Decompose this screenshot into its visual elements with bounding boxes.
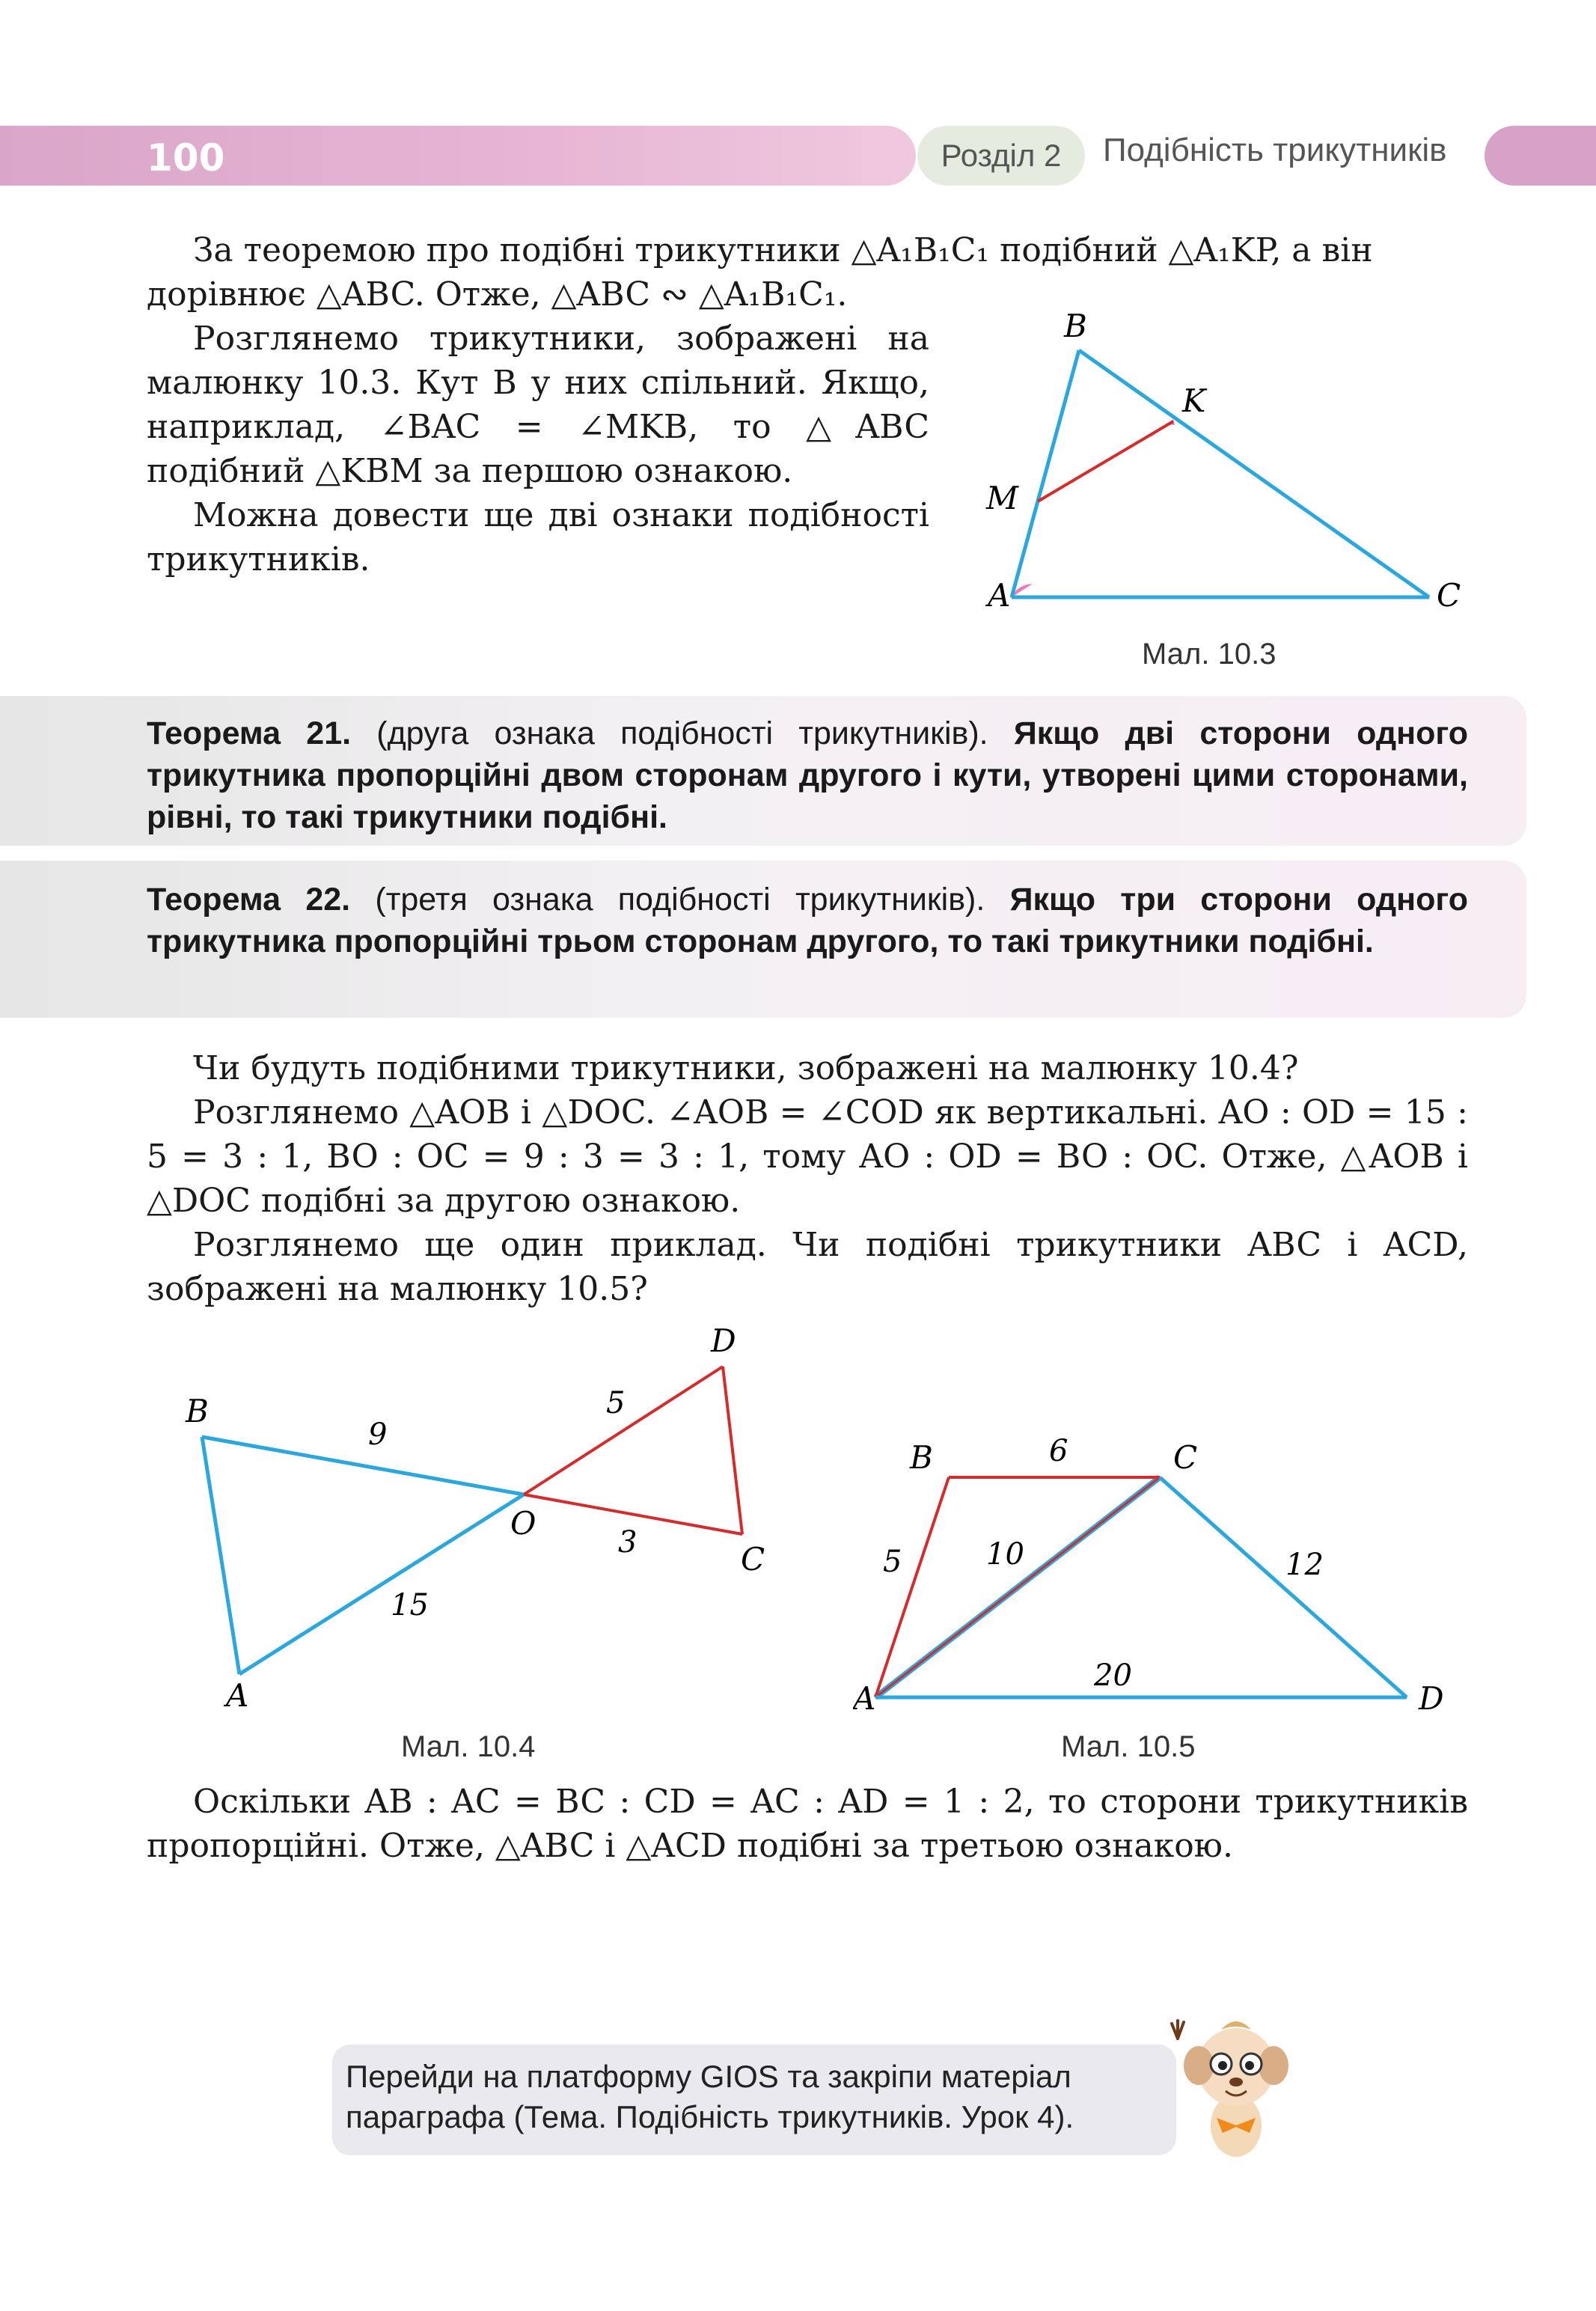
label-c: C xyxy=(1173,1439,1198,1476)
intro-line1: За теоремою про подібні трикутники △A₁B₁C₁ подібний △A₁KP, а він xyxy=(193,231,1373,269)
theorem-21-note: (друга ознака подібності трикутників). xyxy=(376,715,988,751)
label-m: M xyxy=(986,480,1019,516)
segment-ao xyxy=(239,1495,524,1674)
theorem-22 xyxy=(147,879,1468,962)
page-number: 100 xyxy=(147,136,225,180)
side-bc xyxy=(1079,350,1429,597)
length-ac: 10 xyxy=(986,1537,1024,1572)
theorem-21 xyxy=(147,712,1468,838)
label-c: C xyxy=(741,1541,765,1578)
label-c: C xyxy=(1437,577,1461,614)
theorem-21-body: Якщо дві сторони одного трикутника пропорційні двом сторонам другого і кути, утворені цими сторонами, рівні, то такі трикутники подібні. xyxy=(147,715,1468,835)
label-k: K xyxy=(1182,382,1206,419)
length-ao: 15 xyxy=(391,1588,429,1622)
side-ab xyxy=(875,1477,949,1697)
figure-10-3 xyxy=(958,299,1482,614)
length-ad: 20 xyxy=(1094,1658,1132,1693)
label-o: O xyxy=(510,1505,536,1542)
figure-10-4 xyxy=(165,1317,838,1736)
label-a: A xyxy=(988,577,1011,614)
theorem-22-title: Теорема 22. xyxy=(147,882,351,918)
intro-paragraph-3: Можна довести ще дві ознаки подібності трикутників. xyxy=(147,496,929,578)
example-paragraph-1: Розглянемо △AOB і △DOC. ∠AOB = ∠COD як вертикальні. AO : OD = 15 : 5 = 3 : 1, BO : OC = 9 : 3 = 3 : 1, тому AO : OD = BO : OC. Отже, △AOB і △DOC подібні за другою ознакою. xyxy=(147,1093,1468,1220)
label-d: D xyxy=(1419,1680,1444,1717)
theorem-22-body: Якщо три сторони одного трикутника пропорційні трьом сторонам другого, то такі трикутники подібні. xyxy=(147,882,1468,959)
segment-ab xyxy=(202,1437,239,1674)
header-right-tab xyxy=(1485,126,1596,186)
example-question: Чи будуть подібними трикутники, зображені на малюнку 10.4? xyxy=(193,1049,1299,1087)
segment-bo xyxy=(202,1437,524,1495)
conclusion-paragraph: Оскільки AB : AC = BC : CD = AC : AD = 1 : 2, то сторони трикутників пропорційні. Отже, △ABC і △ACD подібні за третьою ознакою. xyxy=(147,1783,1468,1865)
section-label: Розділ 2 xyxy=(917,126,1085,186)
header-band xyxy=(0,126,916,186)
theorem-22-note: (третя ознака подібності трикутників). xyxy=(375,882,985,918)
label-b: B xyxy=(910,1439,933,1476)
gios-line-2: параграфа (Тема. Подібність трикутників. Урок 4). xyxy=(346,2099,1074,2134)
label-b: B xyxy=(1064,308,1087,344)
figure-10-3-caption: Мал. 10.3 xyxy=(1142,638,1277,671)
label-b: B xyxy=(186,1393,209,1429)
length-bc: 6 xyxy=(1049,1434,1068,1468)
example-paragraph-2: Розглянемо ще один приклад. Чи подібні трикутники ABC і ACD, зображені на малюнку 10.5? xyxy=(147,1226,1468,1308)
intro-paragraph-2: Розглянемо трикутники, зображені на малюнку 10.3. Кут B у них спільний. Якщо, наприклад, ∠BAC = ∠MKB, то △ABC подібний △KBM за першою ознакою. xyxy=(147,320,929,490)
length-oc: 3 xyxy=(618,1525,638,1560)
length-bo: 9 xyxy=(368,1417,388,1452)
gios-line-1: Перейди на платформу GIOS та закріпи матеріал xyxy=(346,2059,1071,2094)
label-a: A xyxy=(853,1680,876,1717)
label-d: D xyxy=(711,1322,736,1359)
figure-10-4-caption: Мал. 10.4 xyxy=(401,1730,536,1763)
figure-10-5-caption: Мал. 10.5 xyxy=(1061,1730,1196,1763)
theorem-21-title: Теорема 21. xyxy=(147,715,352,751)
intro-line2: дорівнює △ABC. Отже, △ABC ∾ △A₁B₁C₁. xyxy=(147,275,848,314)
length-cd: 12 xyxy=(1285,1548,1324,1582)
label-a: A xyxy=(226,1677,249,1714)
length-ab: 5 xyxy=(883,1545,902,1579)
side-ab xyxy=(1012,350,1079,597)
section-title: Подібність трикутників xyxy=(1103,132,1447,168)
length-do: 5 xyxy=(606,1386,626,1420)
figure-10-5 xyxy=(853,1422,1482,1721)
mascot-icon xyxy=(1167,2013,1302,2170)
gios-text xyxy=(346,2057,1169,2137)
side-cd xyxy=(1160,1477,1407,1697)
segment-dc xyxy=(723,1367,742,1534)
